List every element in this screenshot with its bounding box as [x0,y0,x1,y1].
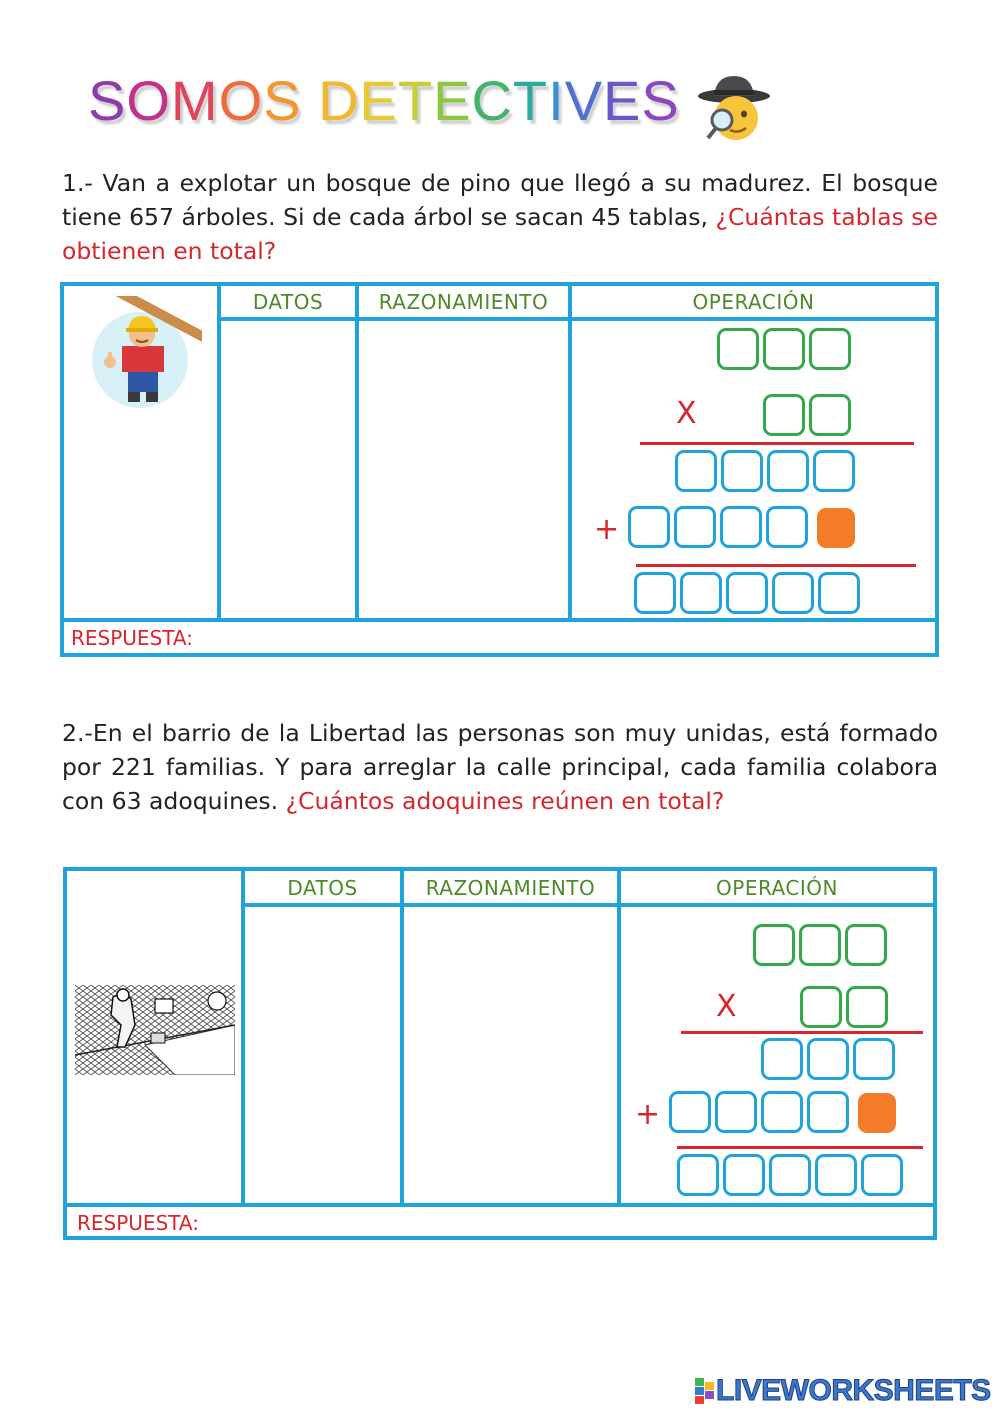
multiply-symbol: X [676,396,697,431]
detective-icon [694,70,774,146]
digit-box[interactable] [799,924,841,966]
addition-line [636,564,916,567]
digit-box[interactable] [680,572,722,614]
datos-input-area[interactable] [245,907,400,1203]
razonamiento-input-area[interactable] [404,907,617,1203]
problem-1-table [60,282,939,657]
title-letter: O [218,69,264,132]
worker-laying-cobblestones-sketch [75,985,235,1075]
digit-box[interactable] [634,572,676,614]
digit-box[interactable] [721,450,763,492]
digit-box[interactable] [861,1154,903,1196]
title-letter [302,68,319,133]
header-razonamiento: RAZONAMIENTO [425,876,596,900]
digit-box[interactable] [769,1154,811,1196]
respuesta-label: RESPUESTA: [71,626,193,650]
digit-box[interactable] [853,1038,895,1080]
add-symbol: + [594,512,620,547]
digit-box[interactable] [772,572,814,614]
razonamiento-input-area[interactable] [359,321,568,618]
digit-box[interactable] [766,506,808,548]
title-letter: D [318,69,360,132]
title-letter: C [471,69,513,132]
title-letter: M [170,69,219,132]
digit-box[interactable] [715,1091,757,1133]
digit-box[interactable] [846,986,888,1028]
title-letter: V [564,69,604,132]
logo-text: LIVEWORKSHEETS [716,1374,991,1407]
digit-box[interactable] [767,450,809,492]
title-letter: I [548,69,565,132]
digit-box[interactable] [726,572,768,614]
title-letter: E [359,69,398,132]
digit-box[interactable] [761,1038,803,1080]
problem-1-question: ¿Cuántas tablas se obtienen en total? [62,203,938,265]
digit-box[interactable] [813,450,855,492]
addition-line [677,1146,923,1149]
digit-box[interactable] [628,506,670,548]
problem-1-text: 1.- Van a explotar un bosque de pino que llegó a su madurez. El bosque tiene 657 árboles. Si de cada árbol se sacan 45 tablas, [62,169,938,231]
multiplication-line [640,442,914,445]
respuesta-label: RESPUESTA: [77,1211,199,1235]
digit-box[interactable] [753,924,795,966]
title-letter: E [603,69,642,132]
problem-2-text: 2.-En el barrio de la Libertad las personas son muy unidas, está formado por 221 familias. Y para arreglar la calle principal, cada familia colabora con 63 adoquines. [62,719,938,815]
digit-box[interactable] [763,394,805,436]
multiply-symbol: X [716,989,737,1024]
header-datos: DATOS [252,290,324,314]
digit-box[interactable] [807,1091,849,1133]
header-operacion: OPERACIÓN [692,290,815,314]
title-letter: E [433,69,472,132]
worksheet-title [88,68,680,148]
digit-box[interactable] [809,394,851,436]
digit-box[interactable] [674,506,716,548]
placeholder-filled-box [817,508,855,548]
digit-box[interactable] [669,1091,711,1133]
title-letter: O [126,69,171,132]
digit-box[interactable] [723,1154,765,1196]
datos-input-area[interactable] [221,321,355,618]
digit-box[interactable] [818,572,860,614]
header-operacion: OPERACIÓN [716,876,838,900]
title-letter: S [88,69,127,132]
liveworksheets-logo-icon [694,1376,716,1406]
placeholder-filled-box [858,1093,896,1133]
multiplication-line [681,1031,923,1034]
header-datos: DATOS [287,876,358,900]
digit-box[interactable] [720,506,762,548]
header-razonamiento: RAZONAMIENTO [378,290,549,314]
digit-box[interactable] [761,1091,803,1133]
digit-box[interactable] [809,328,851,370]
title-letter: S [641,69,680,132]
respuesta-input[interactable] [237,1207,927,1237]
digit-box[interactable] [675,450,717,492]
problem-2-statement [62,716,938,818]
digit-box[interactable] [717,328,759,370]
title-letter: S [263,69,302,132]
digit-box[interactable] [763,328,805,370]
digit-box[interactable] [845,924,887,966]
worker-carrying-planks-illustration [84,296,202,408]
digit-box[interactable] [815,1154,857,1196]
problem-1-statement [62,166,938,268]
title-letter: T [397,69,434,132]
add-symbol: + [635,1097,661,1132]
title-letter: T [512,69,549,132]
problem-2-question: ¿Cuántos adoquines reúnen en total? [285,787,725,815]
digit-box[interactable] [677,1154,719,1196]
digit-box[interactable] [807,1038,849,1080]
respuesta-input[interactable] [234,622,934,652]
digit-box[interactable] [800,986,842,1028]
problem-2-table [63,867,937,1240]
